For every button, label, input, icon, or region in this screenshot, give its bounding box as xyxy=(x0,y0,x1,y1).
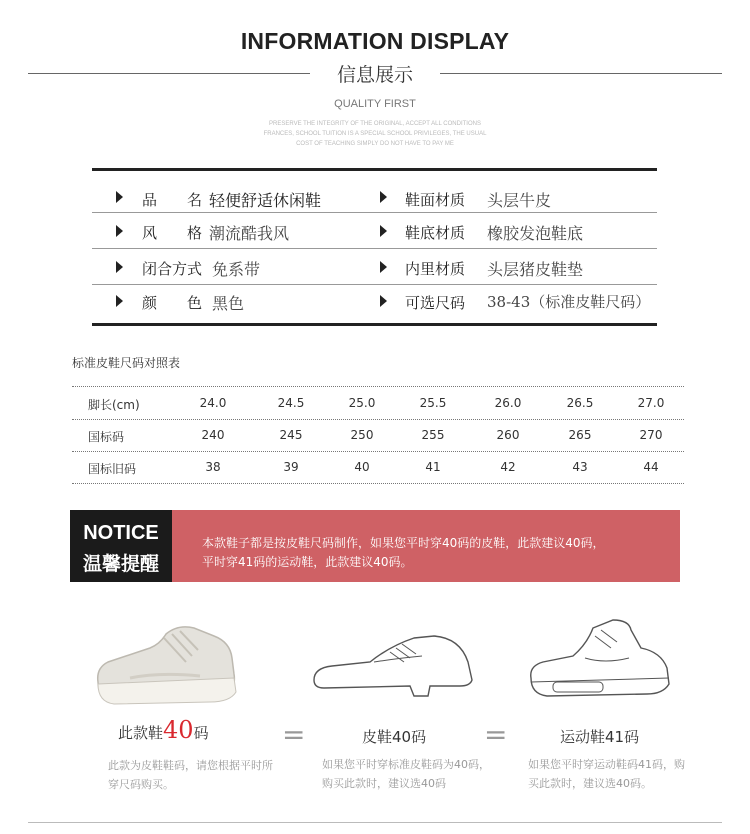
equals-sign: = xyxy=(484,718,508,751)
size-row-label: 国标码 xyxy=(88,430,125,444)
size-cell: 40 xyxy=(354,460,370,474)
page-title: INFORMATION DISPLAY xyxy=(240,28,510,54)
info-value: 橡胶发泡鞋底 xyxy=(487,224,584,243)
size-cell: 26.0 xyxy=(494,396,522,410)
size-cell: 24.5 xyxy=(277,396,305,410)
caption-prefix: 此款鞋 xyxy=(118,724,164,742)
notice-heading-cn: 温馨提醒 xyxy=(82,553,159,575)
sneaker-caption xyxy=(118,716,209,744)
dress-shoe-outline xyxy=(310,632,480,702)
info-row-divider xyxy=(92,248,657,249)
info-label: 颜 色 xyxy=(142,294,203,312)
quality-tagline: QUALITY FIRST xyxy=(334,98,416,110)
size-cell: 43 xyxy=(572,460,588,474)
desc-line: 买此款时，建议选40码。 xyxy=(528,777,652,790)
size-cell: 260 xyxy=(496,428,520,442)
desc-line: 如果您平时穿标准皮鞋码为40码， xyxy=(322,758,490,771)
info-value: 头层猪皮鞋垫 xyxy=(487,260,584,279)
size-cell: 24.0 xyxy=(199,396,227,410)
size-cell: 270 xyxy=(639,428,663,442)
bullet-arrow-icon xyxy=(380,261,387,273)
size-row-label: 脚长(cm) xyxy=(88,398,140,412)
info-label: 闭合方式 xyxy=(142,260,203,278)
bullet-arrow-icon xyxy=(116,191,123,203)
size-cell: 255 xyxy=(421,428,445,442)
bullet-arrow-icon xyxy=(380,191,387,203)
bullet-arrow-icon xyxy=(380,295,387,307)
size-cell: 26.5 xyxy=(566,396,594,410)
size-chart-divider xyxy=(72,451,684,452)
sport-shoe-caption: 运动鞋41码 xyxy=(560,728,640,746)
info-label: 风 格 xyxy=(142,224,203,242)
desc-line: 穿尺码购买。 xyxy=(108,778,174,791)
size-cell: 250 xyxy=(350,428,374,442)
desc-line: 如果您平时穿运动鞋码41码，购 xyxy=(528,758,685,771)
page-subtitle: 信息展示 xyxy=(336,64,413,86)
notice-heading-en: NOTICE xyxy=(83,522,159,544)
fine-print-3: COST OF TEACHING SIMPLY DO NOT HAVE TO PAY ME xyxy=(296,141,454,147)
bottom-divider xyxy=(28,822,722,823)
dress-shoe-description xyxy=(322,755,490,793)
info-label: 鞋面材质 xyxy=(405,191,466,209)
caption-suffix: 码 xyxy=(193,724,209,742)
size-cell: 44 xyxy=(643,460,659,474)
info-value: 免系带 xyxy=(212,260,261,279)
size-cell: 25.5 xyxy=(419,396,447,410)
sport-shoe-description xyxy=(528,755,685,793)
size-cell: 265 xyxy=(568,428,592,442)
info-table-top-border xyxy=(92,168,657,171)
info-value: 黑色 xyxy=(212,294,245,313)
info-value: 轻便舒适休闲鞋 xyxy=(209,191,322,210)
size-chart-divider xyxy=(72,419,684,420)
notice-line-2: 平时穿41码的运动鞋，此款建议40码。 xyxy=(202,555,413,569)
notice-text xyxy=(202,534,672,572)
bullet-arrow-icon xyxy=(116,261,123,273)
info-label: 内里材质 xyxy=(405,260,466,278)
info-value: 潮流酷我风 xyxy=(209,224,290,243)
info-row-divider xyxy=(92,212,657,213)
size-cell: 27.0 xyxy=(637,396,665,410)
bullet-arrow-icon xyxy=(380,225,387,237)
size-cell: 41 xyxy=(425,460,441,474)
size-cell: 240 xyxy=(201,428,225,442)
size-cell: 245 xyxy=(279,428,303,442)
size-cell: 39 xyxy=(283,460,299,474)
info-value: 头层牛皮 xyxy=(487,191,552,210)
fine-print-2: FRANCES, SCHOOL TUITION IS A SPECIAL SCHOOL PRIVILEGES, THE USUAL xyxy=(263,131,487,137)
caption-size-number: 40 xyxy=(163,716,194,744)
bullet-arrow-icon xyxy=(116,295,123,307)
fine-print-1: PRESERVE THE INTEGRITY OF THE ORIGINAL, ACCEPT ALL CONDITIONS xyxy=(269,121,481,127)
desc-line: 此款为皮鞋鞋码，请您根据平时所 xyxy=(108,759,273,772)
size-cell: 38 xyxy=(205,460,221,474)
size-chart-divider xyxy=(72,483,684,484)
info-label: 品 名 xyxy=(142,191,203,209)
sport-shoe-outline xyxy=(525,618,675,708)
info-table-bottom-border xyxy=(92,323,657,326)
size-chart-title: 标准皮鞋尺码对照表 xyxy=(72,356,181,370)
equals-sign: = xyxy=(282,718,306,751)
sneaker-description xyxy=(108,756,273,794)
info-value: 38-43（标准皮鞋尺码） xyxy=(487,293,651,311)
info-label: 鞋底材质 xyxy=(405,224,466,242)
notice-line-1: 本款鞋子都是按皮鞋尺码制作，如果您平时穿40码的皮鞋，此款建议40码， xyxy=(202,536,605,550)
dress-shoe-caption: 皮鞋40码 xyxy=(362,728,427,746)
size-cell: 42 xyxy=(500,460,516,474)
info-label: 可选尺码 xyxy=(405,294,466,312)
desc-line: 购买此款时，建议选40码 xyxy=(322,777,446,790)
sneaker-photo xyxy=(90,612,250,712)
size-cell: 25.0 xyxy=(348,396,376,410)
size-chart-divider xyxy=(72,386,684,387)
info-row-divider xyxy=(92,284,657,285)
size-row-label: 国标旧码 xyxy=(88,462,137,476)
bullet-arrow-icon xyxy=(116,225,123,237)
